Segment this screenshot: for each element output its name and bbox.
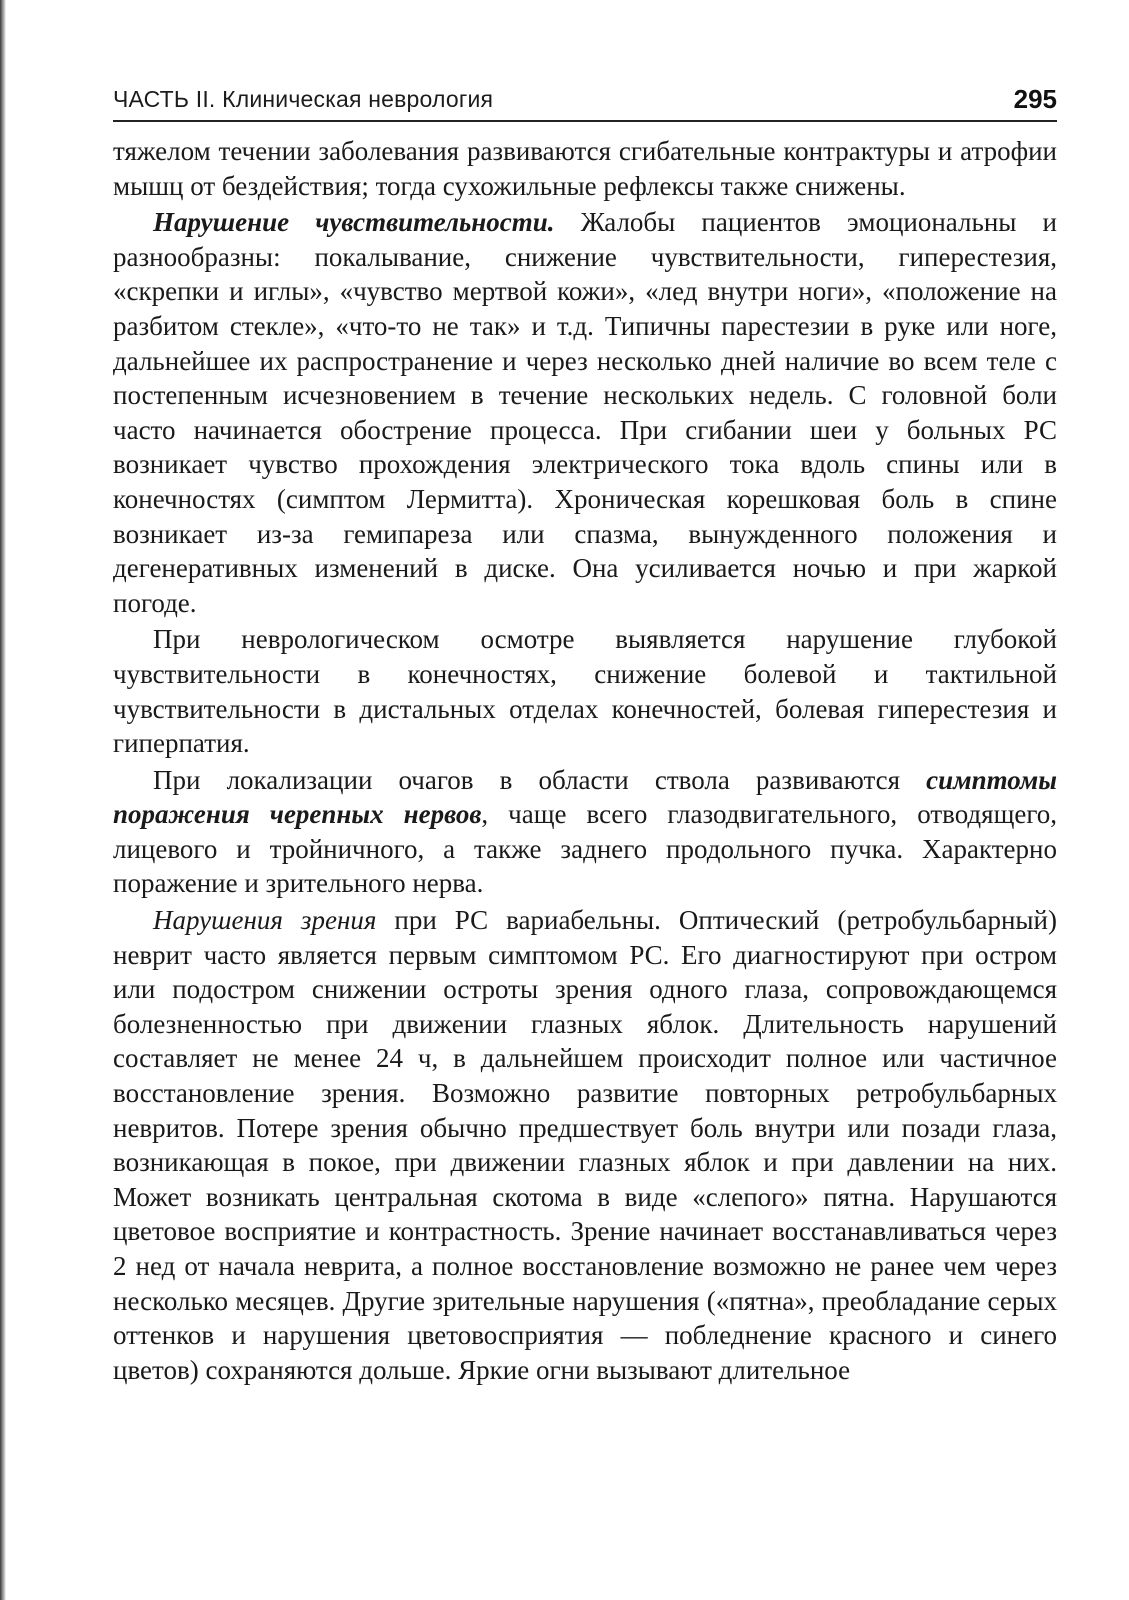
paragraph-text: , чаще всего глазодвигательного, отводящего, лицевого и тройничного, а также заднего продольного пучка. Характерно поражение и зрительного нерва. bbox=[113, 799, 1058, 899]
page-edge-shadow bbox=[0, 0, 6, 1600]
run-in-heading-sensitivity: Нарушение чувствительности. bbox=[153, 207, 555, 238]
paragraph-text: Жалобы пациентов эмоциональны и разнообразны: покалывание, снижение чувствительности, гиперестезия, «скрепки и иглы», «чувство мертвой кожи», «лед внутри ноги», «положение на разбитом стекле», «что-то не так» и т.д. Типичны парестезии в руке или ноге, дальнейшее их распространение и через несколько дней наличие во всем теле с постепенным исчезновением в течение нескольких недель. С головной боли часто начинается обострение процесса. При сгибании шеи у больных РС возникает чувство прохождения электрического тока вдоль спины или в конечностях (симптом Лермитта). Хроническая корешковая боль в спине возникает из-за гемипареза или спазма, вынужденного положения и дегенеративных изменений в диске. Она усиливается ночью и при жаркой погоде. bbox=[113, 207, 1057, 618]
running-header bbox=[113, 84, 1057, 122]
paragraph-vision bbox=[113, 903, 1057, 1387]
paragraph-text: при РС вариабельны. Оптический (ретробульбарный) неврит часто является первым симптомом РС. Его диагностируют при остром или подостром снижении остроты зрения одного глаза, сопровождающемся болезненностью при движении глазных яблок. Длительность нарушений составляет не менее 24 ч, в дальнейшем происходит полное или частичное восстановление зрения. Возможно развитие повторных ретробульбарных невритов. Потере зрения обычно предшествует боль внутри или позади глаза, возникающая в покое, при движении глазных яблок и при давлении на них. Может возникать центральная скотома в виде «слепого» пятна. Нарушаются цветовое восприятие и контрастность. Зрение начинает восстанавливаться через 2 нед от начала неврита, а полное восстановление возможно не ранее чем через несколько месяцев. Другие зрительные нарушения («пятна», преобладание серых оттенков и нарушения цветовосприятия — побледнение красного и синего цветов) сохраняются дольше. Яркие огни вызывают длительное bbox=[113, 905, 1057, 1385]
paragraph-text: При неврологическом осмотре выявляется нарушение глубокой чувствительности в конечностях, снижение болевой и тактильной чувствительности в дистальных отделах конечностей, болевая гиперестезия и гиперпатия. bbox=[113, 624, 1057, 759]
section-title: ЧАСТЬ II. Клиническая неврология bbox=[113, 86, 494, 112]
page-number: 295 bbox=[1013, 84, 1057, 114]
paragraph-sensitivity bbox=[113, 205, 1057, 620]
body-text bbox=[113, 134, 1057, 1387]
paragraph-cranial-nerves bbox=[113, 763, 1057, 901]
run-in-heading-vision: Нарушения зрения bbox=[153, 905, 377, 936]
paragraph-text: При локализации очагов в области ствола развиваются bbox=[153, 764, 927, 795]
paragraph-neurological-exam bbox=[113, 622, 1057, 760]
paragraph-text: тяжелом течении заболевания развиваются сгибательные контрактуры и атрофии мышц от бездействия; тогда сухожильные рефлексы также снижены. bbox=[113, 136, 1057, 201]
paragraph-contractures bbox=[113, 134, 1057, 203]
emphasis-cranial-nerves: симптомы поражения черепных нервов bbox=[113, 764, 1057, 830]
